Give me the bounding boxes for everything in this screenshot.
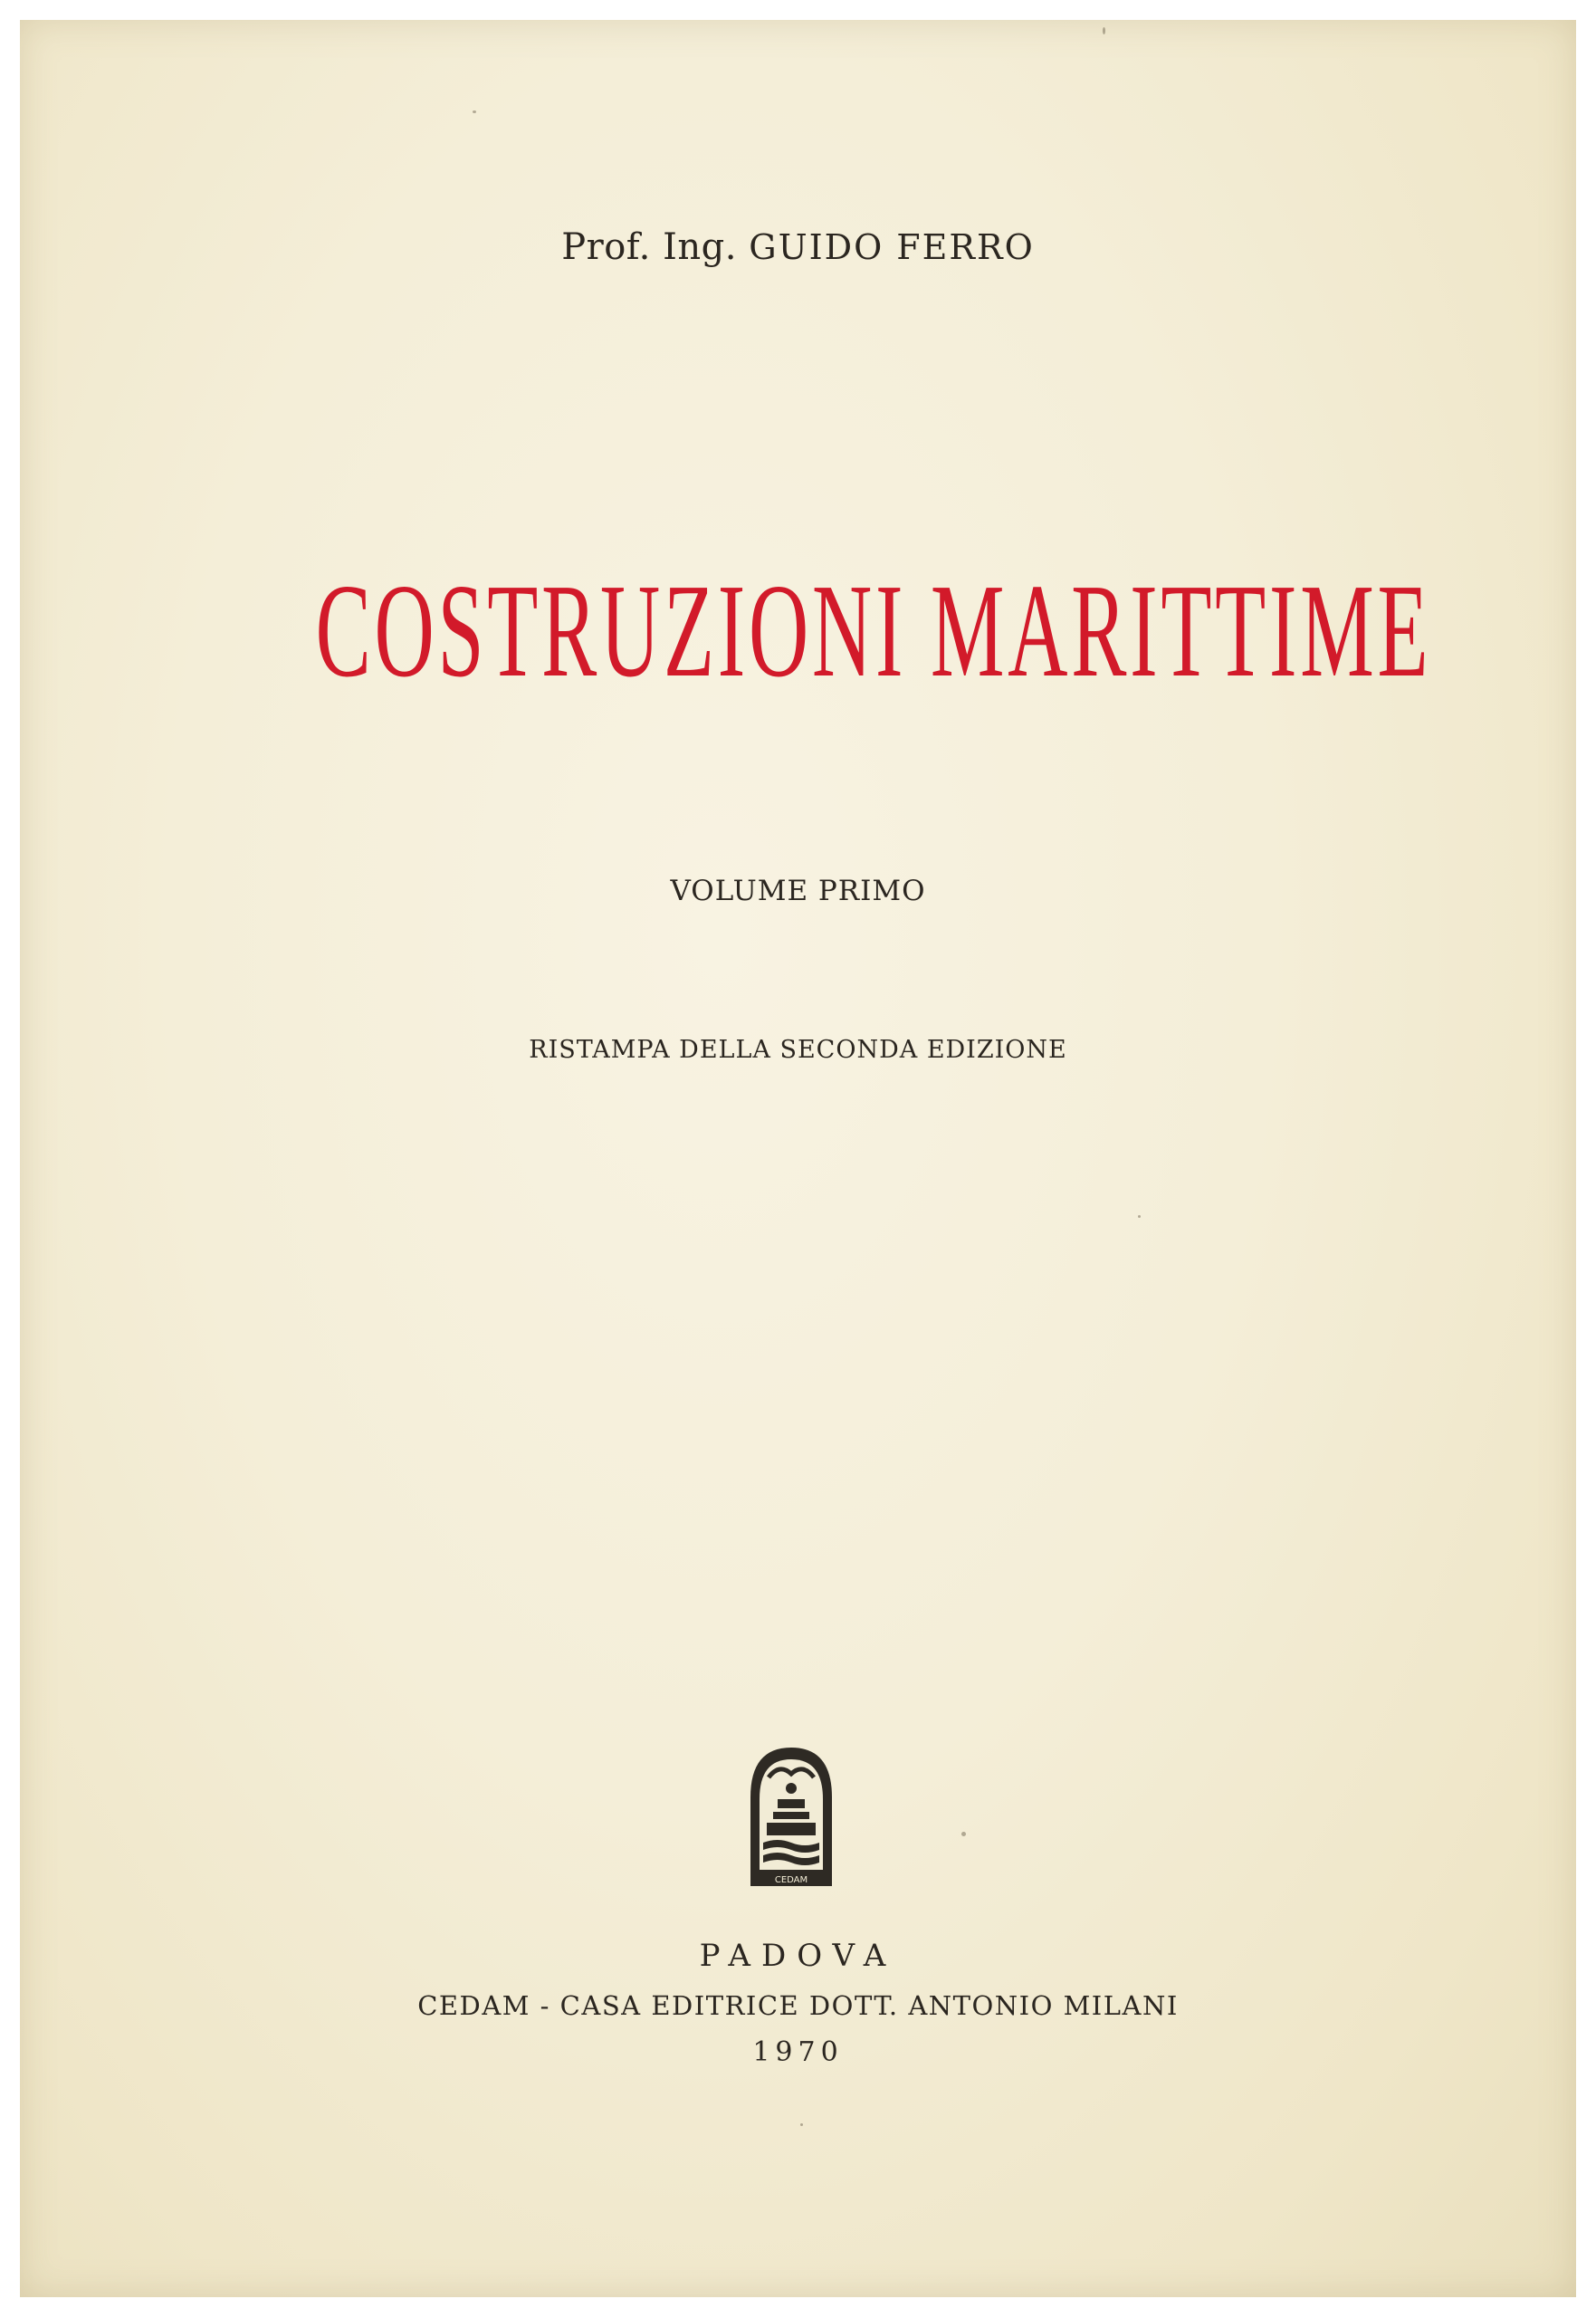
paper-speck (1138, 1215, 1141, 1218)
author-name: GUIDO FERRO (749, 227, 1035, 267)
paper-speck (1103, 27, 1105, 34)
publisher-emblem-icon (741, 1743, 841, 1888)
publisher-name: CEDAM - CASA EDITRICE DOTT. ANTONIO MILANI (417, 1990, 1179, 2021)
edition-label: RISTAMPA DELLA SECONDA EDIZIONE (529, 1036, 1067, 1064)
book-title: COSTRUZIONI MARITTIME (315, 557, 1432, 705)
emblem-motto: CEDAM (774, 1875, 808, 1885)
publisher-city: PADOVA (699, 1938, 897, 1974)
book-cover (20, 20, 1576, 2297)
paper-speck (473, 110, 476, 113)
volume-label: VOLUME PRIMO (670, 875, 926, 907)
paper-speck (961, 1832, 966, 1836)
author-line (20, 226, 1576, 268)
paper-speck (800, 2123, 803, 2126)
publication-year: 1970 (752, 2036, 844, 2068)
author-prefix: Prof. Ing. (561, 226, 737, 268)
